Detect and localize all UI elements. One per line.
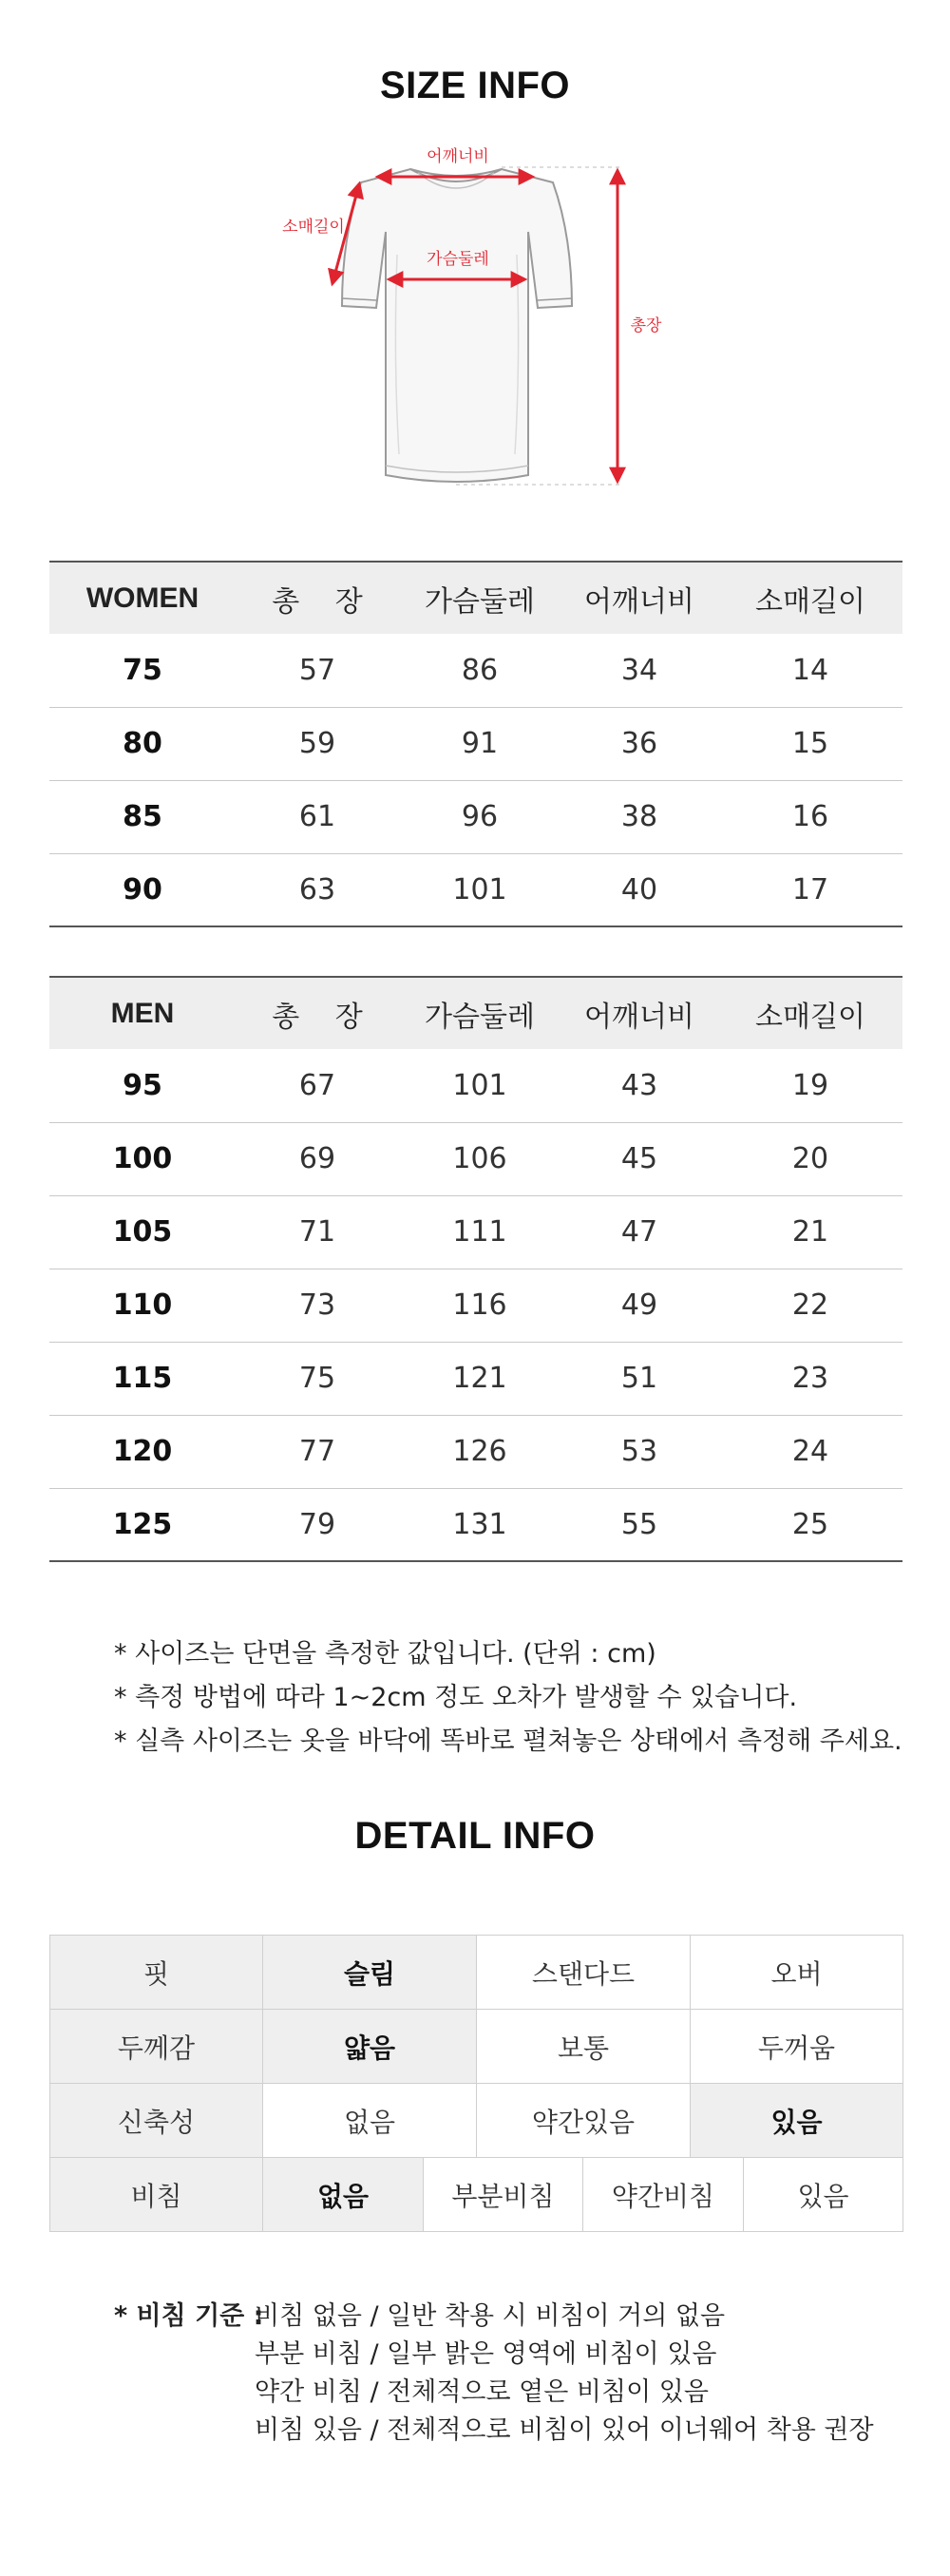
value-cell: 20: [718, 1122, 902, 1195]
table-row: [49, 1415, 902, 1488]
detail-label-sheer: 비침: [50, 2158, 263, 2232]
size-cell: 105: [49, 1195, 236, 1269]
value-cell: 22: [718, 1269, 902, 1342]
value-cell: 71: [236, 1195, 399, 1269]
size-cell: 115: [49, 1342, 236, 1415]
value-cell: 34: [560, 634, 718, 707]
size-cell: 125: [49, 1488, 236, 1561]
option-thin: 얇음: [263, 2010, 477, 2084]
value-cell: 21: [718, 1195, 902, 1269]
value-cell: 101: [399, 853, 560, 926]
sheer-table: [49, 2157, 903, 2232]
option-normal: 보통: [477, 2010, 691, 2084]
column-header-shoulder: 어깨너비: [560, 562, 718, 634]
table-row: [49, 1342, 902, 1415]
stretch-row: [50, 2084, 903, 2158]
detail-label-thickness: 두께감: [50, 2010, 263, 2084]
value-cell: 67: [236, 1049, 399, 1122]
table-row: [49, 707, 902, 780]
size-cell: 85: [49, 780, 236, 853]
value-cell: 79: [236, 1488, 399, 1561]
value-cell: 106: [399, 1122, 560, 1195]
option-over: 오버: [691, 1936, 903, 2010]
size-cell: 75: [49, 634, 236, 707]
option-yes: 있음: [691, 2084, 903, 2158]
value-cell: 49: [560, 1269, 718, 1342]
column-header-length: 총 장: [236, 562, 399, 634]
column-header-men: MEN: [49, 977, 236, 1049]
table-row: [49, 634, 902, 707]
detail-info-table: [49, 1935, 903, 2158]
value-cell: 38: [560, 780, 718, 853]
value-cell: 47: [560, 1195, 718, 1269]
note-line: * 측정 방법에 따라 1~2cm 정도 오차가 발생할 수 있습니다.: [114, 1683, 798, 1712]
men-size-table: [49, 976, 902, 1562]
criteria-line: 비침 없음 / 일반 착용 시 비침이 거의 없음: [255, 2301, 726, 2331]
value-cell: 75: [236, 1342, 399, 1415]
table-row: [49, 853, 902, 926]
value-cell: 86: [399, 634, 560, 707]
value-cell: 111: [399, 1195, 560, 1269]
women-size-table: [49, 561, 902, 927]
value-cell: 131: [399, 1488, 560, 1561]
value-cell: 40: [560, 853, 718, 926]
size-info-title: SIZE INFO: [379, 65, 571, 106]
value-cell: 126: [399, 1415, 560, 1488]
option-slim: 슬림: [263, 1936, 477, 2010]
option-sheer-none: 없음: [263, 2158, 424, 2232]
note-line: * 실측 사이즈는 옷을 바닥에 똑바로 펼쳐놓은 상태에서 측정해 주세요.: [114, 1727, 902, 1756]
option-thick: 두꺼움: [691, 2010, 903, 2084]
value-cell: 15: [718, 707, 902, 780]
size-cell: 120: [49, 1415, 236, 1488]
value-cell: 73: [236, 1269, 399, 1342]
value-cell: 91: [399, 707, 560, 780]
column-header-chest: 가슴둘레: [399, 977, 560, 1049]
value-cell: 51: [560, 1342, 718, 1415]
note-line: * 사이즈는 단면을 측정한 값입니다. (단위 : cm): [114, 1639, 656, 1669]
value-cell: 19: [718, 1049, 902, 1122]
option-sheer-slight: 약간비침: [583, 2158, 744, 2232]
table-row: [49, 780, 902, 853]
table-row: [49, 1122, 902, 1195]
option-standard: 스탠다드: [477, 1936, 691, 2010]
criteria-line: 약간 비침 / 전체적으로 옅은 비침이 있음: [255, 2377, 709, 2407]
sleeve-label: 소매길이: [282, 218, 345, 237]
table-row: [49, 1049, 902, 1122]
column-header-women: WOMEN: [49, 562, 236, 634]
value-cell: 116: [399, 1269, 560, 1342]
table-header-row: [49, 562, 902, 634]
size-cell: 100: [49, 1122, 236, 1195]
chest-label: 가슴둘레: [427, 250, 489, 269]
value-cell: 43: [560, 1049, 718, 1122]
value-cell: 36: [560, 707, 718, 780]
criteria-lead: * 비침 기준 :: [114, 2301, 264, 2331]
size-cell: 110: [49, 1269, 236, 1342]
option-sheer-partial: 부분비침: [424, 2158, 583, 2232]
sheer-row: [50, 2158, 903, 2232]
option-slight: 약간있음: [477, 2084, 691, 2158]
value-cell: 53: [560, 1415, 718, 1488]
table-row: [49, 1269, 902, 1342]
option-sheer-yes: 있음: [744, 2158, 903, 2232]
value-cell: 55: [560, 1488, 718, 1561]
table-row: [49, 1195, 902, 1269]
column-header-shoulder: 어깨너비: [560, 977, 718, 1049]
criteria-line: 비침 있음 / 전체적으로 비침이 있어 이너웨어 착용 권장: [255, 2415, 874, 2445]
value-cell: 121: [399, 1342, 560, 1415]
size-cell: 90: [49, 853, 236, 926]
column-header-length: 총 장: [236, 977, 399, 1049]
column-header-sleeve: 소매길이: [718, 977, 902, 1049]
tshirt-measurement-diagram: [276, 141, 694, 502]
fit-row: [50, 1936, 903, 2010]
value-cell: 77: [236, 1415, 399, 1488]
tshirt-illustration: [276, 141, 694, 502]
table-row: [49, 1488, 902, 1561]
size-notes: [114, 1632, 902, 1764]
table-header-row: [49, 977, 902, 1049]
value-cell: 16: [718, 780, 902, 853]
value-cell: 69: [236, 1122, 399, 1195]
detail-label-stretch: 신축성: [50, 2084, 263, 2158]
length-label: 총장: [630, 316, 662, 335]
column-header-chest: 가슴둘레: [399, 562, 560, 634]
tshirt-outline: [342, 169, 572, 482]
value-cell: 14: [718, 634, 902, 707]
shoulder-label: 어깨너비: [427, 147, 489, 166]
value-cell: 61: [236, 780, 399, 853]
value-cell: 24: [718, 1415, 902, 1488]
value-cell: 23: [718, 1342, 902, 1415]
value-cell: 25: [718, 1488, 902, 1561]
value-cell: 63: [236, 853, 399, 926]
detail-info-title: DETAIL INFO: [354, 1815, 596, 1857]
value-cell: 45: [560, 1122, 718, 1195]
value-cell: 59: [236, 707, 399, 780]
column-header-sleeve: 소매길이: [718, 562, 902, 634]
detail-label-fit: 핏: [50, 1936, 263, 2010]
thickness-row: [50, 2010, 903, 2084]
value-cell: 57: [236, 634, 399, 707]
size-cell: 80: [49, 707, 236, 780]
value-cell: 17: [718, 853, 902, 926]
option-none: 없음: [263, 2084, 477, 2158]
value-cell: 96: [399, 780, 560, 853]
criteria-line: 부분 비침 / 일부 밝은 영역에 비침이 있음: [255, 2339, 717, 2369]
size-cell: 95: [49, 1049, 236, 1122]
value-cell: 101: [399, 1049, 560, 1122]
